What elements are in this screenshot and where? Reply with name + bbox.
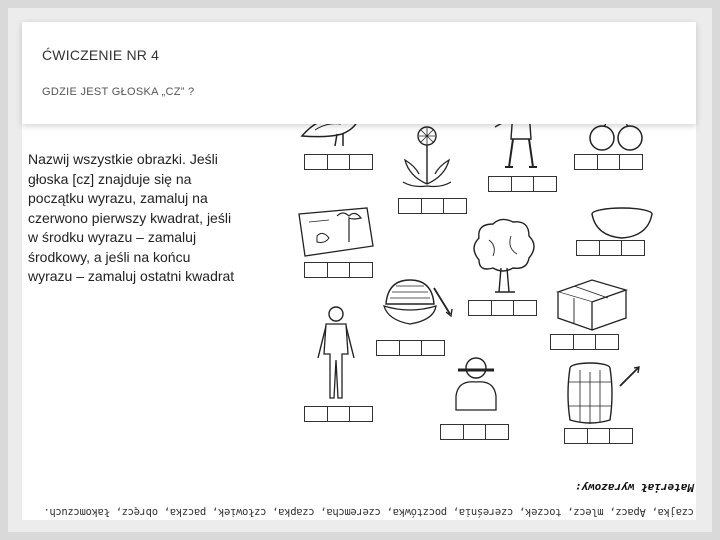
answer-boxes-9[interactable] xyxy=(550,334,618,350)
human-icon xyxy=(312,304,360,404)
postcard-icon xyxy=(297,206,375,258)
answer-square[interactable] xyxy=(304,154,328,170)
package-icon xyxy=(552,276,632,332)
answer-square[interactable] xyxy=(609,428,633,444)
answer-square[interactable] xyxy=(533,176,557,192)
answer-square[interactable] xyxy=(349,406,373,422)
answer-square[interactable] xyxy=(511,176,535,192)
answer-square[interactable] xyxy=(349,262,373,278)
answer-square[interactable] xyxy=(443,198,467,214)
answer-square[interactable] xyxy=(573,334,597,350)
answer-square[interactable] xyxy=(421,340,445,356)
answer-square[interactable] xyxy=(550,334,574,350)
answer-square[interactable] xyxy=(440,424,464,440)
answer-square[interactable] xyxy=(327,406,351,422)
answer-square[interactable] xyxy=(491,300,515,316)
header xyxy=(22,22,696,124)
answer-boxes-10[interactable] xyxy=(304,406,372,422)
answer-square[interactable] xyxy=(399,340,423,356)
answer-boxes-7[interactable] xyxy=(468,300,536,316)
answer-boxes-8[interactable] xyxy=(376,340,444,356)
boy-eating-icon xyxy=(436,352,516,412)
answer-boxes-11[interactable] xyxy=(440,424,508,440)
answer-square[interactable] xyxy=(564,428,588,444)
answer-square[interactable] xyxy=(463,424,487,440)
answer-square[interactable] xyxy=(595,334,619,350)
answer-square[interactable] xyxy=(327,262,351,278)
answer-square[interactable] xyxy=(587,428,611,444)
answer-square[interactable] xyxy=(597,154,621,170)
word-list: czajka, Apacz, mlecz, toczek, czereśnia, pocztówka, czeremcha, czapka, człowiek, paczka, obręcz, łakomczuch. xyxy=(43,506,694,518)
answer-boxes-4[interactable] xyxy=(574,154,642,170)
answer-square[interactable] xyxy=(304,406,328,422)
worksheet-illustration xyxy=(252,124,696,452)
word-material-footer xyxy=(30,462,694,522)
answer-square[interactable] xyxy=(574,154,598,170)
answer-square[interactable] xyxy=(621,240,645,256)
word-list-heading: Materiał wyrazowy: xyxy=(574,481,694,494)
answer-square[interactable] xyxy=(576,240,600,256)
answer-square[interactable] xyxy=(327,154,351,170)
answer-square[interactable] xyxy=(468,300,492,316)
answer-square[interactable] xyxy=(619,154,643,170)
page-subtitle: GDZIE JEST GŁOSKA „CZ” ? xyxy=(42,86,195,98)
answer-boxes-5[interactable] xyxy=(304,262,372,278)
answer-square[interactable] xyxy=(485,424,509,440)
answer-square[interactable] xyxy=(304,262,328,278)
dandelion-icon xyxy=(397,124,457,194)
answer-boxes-3[interactable] xyxy=(488,176,556,192)
bowl-icon xyxy=(590,206,654,242)
answer-square[interactable] xyxy=(398,198,422,214)
answer-boxes-1[interactable] xyxy=(304,154,372,170)
answer-boxes-12[interactable] xyxy=(564,428,632,444)
page-title: ĆWICZENIE NR 4 xyxy=(42,47,160,63)
tree-icon xyxy=(467,216,539,296)
answer-boxes-6[interactable] xyxy=(576,240,644,256)
answer-boxes-2[interactable] xyxy=(398,198,466,214)
answer-square[interactable] xyxy=(488,176,512,192)
answer-square[interactable] xyxy=(376,340,400,356)
barrel-icon xyxy=(562,362,644,426)
answer-square[interactable] xyxy=(599,240,623,256)
answer-square[interactable] xyxy=(421,198,445,214)
answer-square[interactable] xyxy=(513,300,537,316)
answer-square[interactable] xyxy=(349,154,373,170)
cap-icon xyxy=(380,274,460,334)
instructions-text: Nazwij wszystkie obrazki. Jeśli głoska [cz] znajduje się na początku wyrazu, zamaluj na czerwono pierwszy kwadrat, jeśli w środku wyrazu – zamaluj środkowy, a jeśli na końcu wyrazu – zamaluj ostatni kwadrat xyxy=(28,151,235,284)
